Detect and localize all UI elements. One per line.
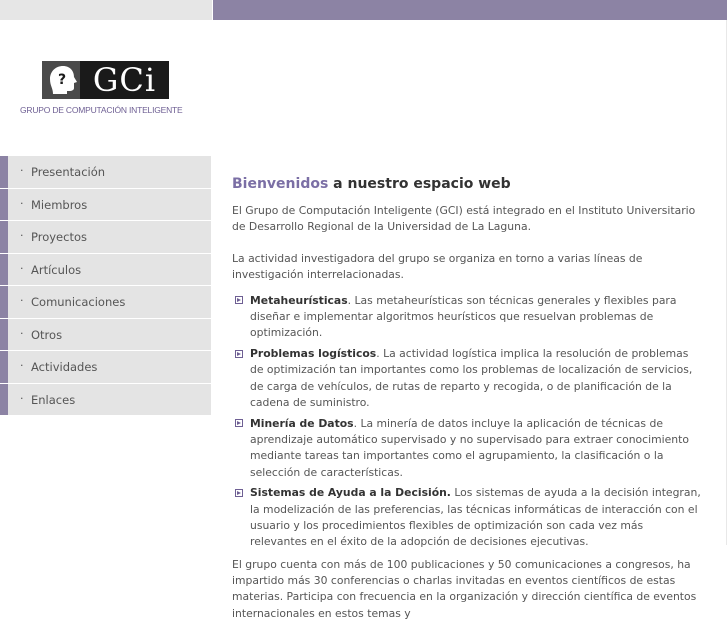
nav-item-label: Presentación — [31, 165, 106, 179]
intro-paragraph: El Grupo de Computación Inteligente (GCI) está integrado en el Instituto Universitario de Desarrollo Regional de la Universidad de La Laguna. — [232, 204, 696, 234]
nav-accent — [0, 286, 8, 318]
logo-subtitle: GRUPO DE COMPUTACIÓN INTELIGENTE — [20, 105, 183, 115]
bullet-icon: · — [20, 326, 24, 340]
head-silhouette-icon — [42, 61, 80, 99]
nav-item-label: Enlaces — [31, 392, 76, 407]
page-title-rest: a nuestro espacio web — [328, 176, 511, 192]
list-item — [232, 293, 702, 342]
research-line-name: Minería de Datos — [250, 416, 354, 430]
arrow-bullet-icon — [235, 489, 243, 497]
nav-item-presentacion[interactable] — [0, 156, 211, 188]
nav-item-label: Proyectos — [31, 230, 87, 244]
research-line-text: . Las metaheurísticas son técnicas generales y flexibles para diseñar e implementar algoritmos heurísticos que resuelvan problemas de optimización. — [250, 293, 677, 340]
page-title — [232, 174, 702, 194]
arrow-bullet-icon — [235, 419, 243, 427]
svg-text:?: ? — [57, 72, 67, 88]
research-line-text: Los sistemas de ayuda a la decisión integran, la modelización de las preferencias, las técnicas informáticas de interacción con el usuario y los procedimientos flexibles de optimización son cada vez más relevantes en el éxito de la adopción de decisiones ejecutivas. — [250, 486, 701, 549]
bullet-icon: · — [20, 164, 24, 177]
nav-item-proyectos[interactable] — [0, 221, 211, 253]
nav-item-enlaces[interactable] — [0, 384, 211, 416]
list-item — [232, 485, 702, 550]
top-bar-left — [0, 0, 212, 20]
nav-accent — [0, 319, 8, 351]
bullet-icon: · — [20, 359, 24, 372]
nav-item-label: Miembros — [31, 197, 88, 212]
bullet-icon: · — [20, 294, 24, 307]
nav-item-actividades[interactable] — [0, 351, 211, 383]
research-line-name: Metaheurísticas — [250, 293, 348, 307]
top-bar-right — [213, 0, 727, 20]
bullet-icon: · — [20, 229, 24, 242]
site-logo[interactable] — [20, 60, 210, 120]
main-content — [232, 174, 702, 637]
bullet-icon: · — [20, 261, 24, 275]
nav-item-miembros[interactable] — [0, 189, 211, 221]
research-line-name: Problemas logísticos — [250, 347, 377, 361]
research-line-text: . La minería de datos incluye la aplicación de técnicas de aprendizaje automático supervisado y no supervisado para extraer conocimiento mediante tareas tan importantes como el agrupamiento, la clasificación o la selección de características. — [250, 416, 689, 479]
nav-item-label: Actividades — [31, 360, 98, 374]
nav-item-label: Artículos — [31, 262, 82, 277]
research-lines-list — [232, 293, 702, 551]
list-item — [232, 346, 702, 411]
arrow-bullet-icon — [235, 350, 243, 358]
nav-item-comunicaciones[interactable] — [0, 286, 211, 318]
arrow-bullet-icon — [235, 296, 243, 304]
nav-accent — [0, 189, 8, 221]
page-title-accent: Bienvenidos — [232, 176, 329, 192]
research-line-name: Sistemas de Ayuda a la Decisión. — [250, 486, 451, 500]
nav-item-articulos[interactable] — [0, 254, 211, 286]
list-item — [232, 416, 702, 481]
closing-paragraph: El grupo cuenta con más de 100 publicaciones y 50 comunicaciones a congresos, ha impartido más 30 conferencias o charlas invitadas en eventos científicos de estas materias. Participa con frecuencia en la organización y dirección científica de eventos internacionales en estos temas y — [232, 557, 697, 620]
lines-intro-paragraph: La actividad investigadora del grupo se organiza en torno a varias líneas de investigación interrelacionadas. — [232, 252, 643, 282]
nav-accent — [0, 221, 8, 253]
nav-accent — [0, 384, 8, 416]
nav-accent — [0, 254, 8, 286]
nav-accent — [0, 156, 8, 188]
sidebar-nav — [0, 156, 211, 416]
nav-item-label: Otros — [31, 327, 63, 342]
bullet-icon: · — [20, 391, 24, 405]
nav-item-otros[interactable] — [0, 319, 211, 351]
research-line-text: . La actividad logística implica la resolución de problemas de optimización tan importantes como los problemas de localización de servicios, de carga de vehículos, de rutas de reparto y recogida, o de planificación de la cadena de suministro. — [250, 347, 693, 409]
nav-item-label: Comunicaciones — [31, 295, 126, 309]
bullet-icon: · — [20, 196, 24, 210]
nav-accent — [0, 351, 8, 383]
logo-wordmark: GCi — [80, 61, 169, 99]
